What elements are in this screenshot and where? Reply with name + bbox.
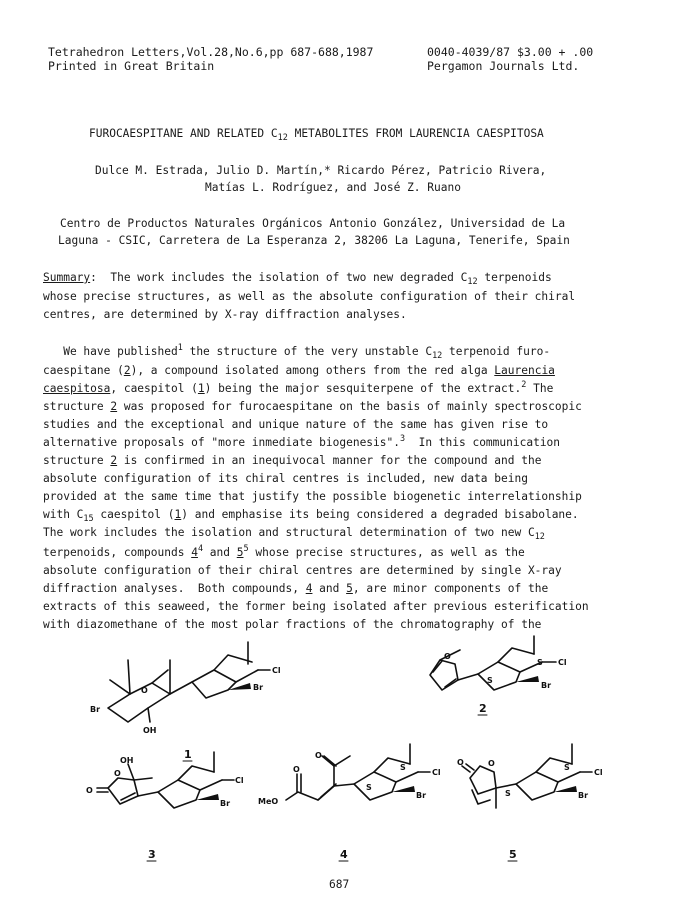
- atom-br: Br: [578, 791, 589, 800]
- affiliation-line-2: Laguna - CSIC, Carretera de La Esperanza 2, 38206 La Laguna, Tenerife, Spain: [58, 234, 570, 247]
- body-line-11: The work includes the isolation and structural determination of two new $C_{12}$: [43, 526, 545, 542]
- atom-o: O: [444, 652, 451, 661]
- body-line-6: alternative proposals of "more inmediate biogenesis".$^3$ In this communication: [43, 434, 561, 449]
- compound-label-4: 4: [340, 848, 348, 861]
- body-line-8: absolute configuration of its chiral centres is included, new data being: [43, 472, 528, 485]
- body-line-1: We have published$^1$ the structure of the very unstable $C_{12}$ terpenoid furo-: [43, 343, 551, 361]
- printed-in: Printed in Great Britain: [48, 59, 215, 73]
- structure-5: [457, 744, 603, 861]
- body-line-12: terpenoids, compounds $4^4$ and $5^5$ whose precise structures, as well as the: [43, 544, 525, 559]
- atom-o: O: [86, 786, 93, 795]
- structure-3: [86, 752, 244, 861]
- body-line-9: provided at the same time that justify the possible biogenetic interrelationship: [43, 490, 582, 503]
- atom-s: S: [487, 676, 493, 685]
- atom-cl: Cl: [558, 658, 567, 667]
- compound-label-3: 3: [148, 848, 156, 861]
- body-line-4: structure 2 was proposed for furocaespitane on the basis of mainly spectroscopic: [43, 400, 582, 413]
- body-line-5: studies and the exceptional and unique nature of the same has given rise to: [43, 418, 549, 431]
- body-line-7: structure 2 is confirmed in an inequivocal manner for the compound and the: [43, 454, 542, 467]
- atom-cl: Cl: [432, 768, 441, 777]
- atom-br: Br: [220, 799, 231, 808]
- atom-br: Br: [90, 705, 101, 714]
- summary-line-2: whose precise structures, as well as the absolute configuration of their chiral: [43, 290, 576, 303]
- authors-line-2: Matías L. Rodríguez, and José Z. Ruano: [205, 181, 461, 194]
- body-line-3: caespitosa, caespitol (1) being the major sesquiterpene of the extract.$^2$ The: [43, 380, 554, 395]
- atom-s: S: [505, 789, 511, 798]
- atom-s: S: [366, 783, 372, 792]
- atom-oh: OH: [120, 756, 134, 765]
- body-line-2: caespitane (2), a compound isolated among others from the red alga Laurencia: [43, 364, 555, 377]
- atom-o: O: [488, 759, 495, 768]
- structure-4: [258, 744, 441, 861]
- atom-s: S: [400, 763, 406, 772]
- atom-o: O: [293, 765, 300, 774]
- body-line-16: with diazomethane of the most polar fractions of the chromatography of the: [43, 618, 542, 631]
- atom-o: O: [141, 686, 148, 695]
- summary-line-1: Summary: The work includes the isolation of two new degraded $C_{12}$ terpenoids: [43, 271, 552, 287]
- body-line-14: diffraction analyses. Both compounds, 4 and 5, are minor components of the: [43, 582, 549, 595]
- compound-label-2: 2: [479, 702, 487, 715]
- body-line-10: with $C_{15}$ caespitol (1) and emphasise its being considered a degraded bisabolane.: [43, 508, 579, 524]
- atom-br: Br: [416, 791, 427, 800]
- atom-br: Br: [541, 681, 552, 690]
- publisher: Pergamon Journals Ltd.: [427, 59, 580, 73]
- atom-cl: Cl: [272, 666, 281, 675]
- atom-meo: MeO: [258, 797, 279, 806]
- structure-2: [430, 636, 567, 715]
- summary-line-3: centres, are determined by X-ray diffraction analyses.: [43, 308, 407, 321]
- body-line-13: absolute configuration of their chiral centres are determined by single X-ray: [43, 564, 562, 577]
- atom-cl: Cl: [235, 776, 244, 785]
- body-line-15: extracts of this seaweed, the former being isolated after previous esterification: [43, 600, 589, 613]
- article-title: FUROCAESPITANE AND RELATED $C_{12}$ METABOLITES FROM LAURENCIA CAESPITOSA: [89, 127, 544, 143]
- atom-o: O: [457, 758, 464, 767]
- authors-line-1: Dulce M. Estrada, Julio D. Martín,* Ricardo Pérez, Patricio Rivera,: [95, 164, 547, 177]
- summary-label: Summary: [43, 271, 91, 284]
- atom-o: O: [114, 769, 121, 778]
- compound-label-1: 1: [184, 748, 192, 761]
- compound-label-5: 5: [509, 848, 517, 861]
- atom-o: O: [315, 751, 322, 760]
- page-number: 687: [329, 878, 350, 891]
- structure-1: [90, 642, 281, 761]
- atom-oh: OH: [143, 726, 157, 735]
- atom-cl: Cl: [594, 768, 603, 777]
- atom-s: S: [564, 763, 570, 772]
- atom-s: S: [537, 658, 543, 667]
- affiliation-line-1: Centro de Productos Naturales Orgánicos Antonio González, Universidad de La: [60, 217, 566, 230]
- atom-br: Br: [253, 683, 264, 692]
- journal-citation: Tetrahedron Letters,Vol.28,No.6,pp 687-688,1987: [48, 45, 374, 59]
- issn-price: 0040-4039/87 $3.00 + .00: [427, 45, 594, 59]
